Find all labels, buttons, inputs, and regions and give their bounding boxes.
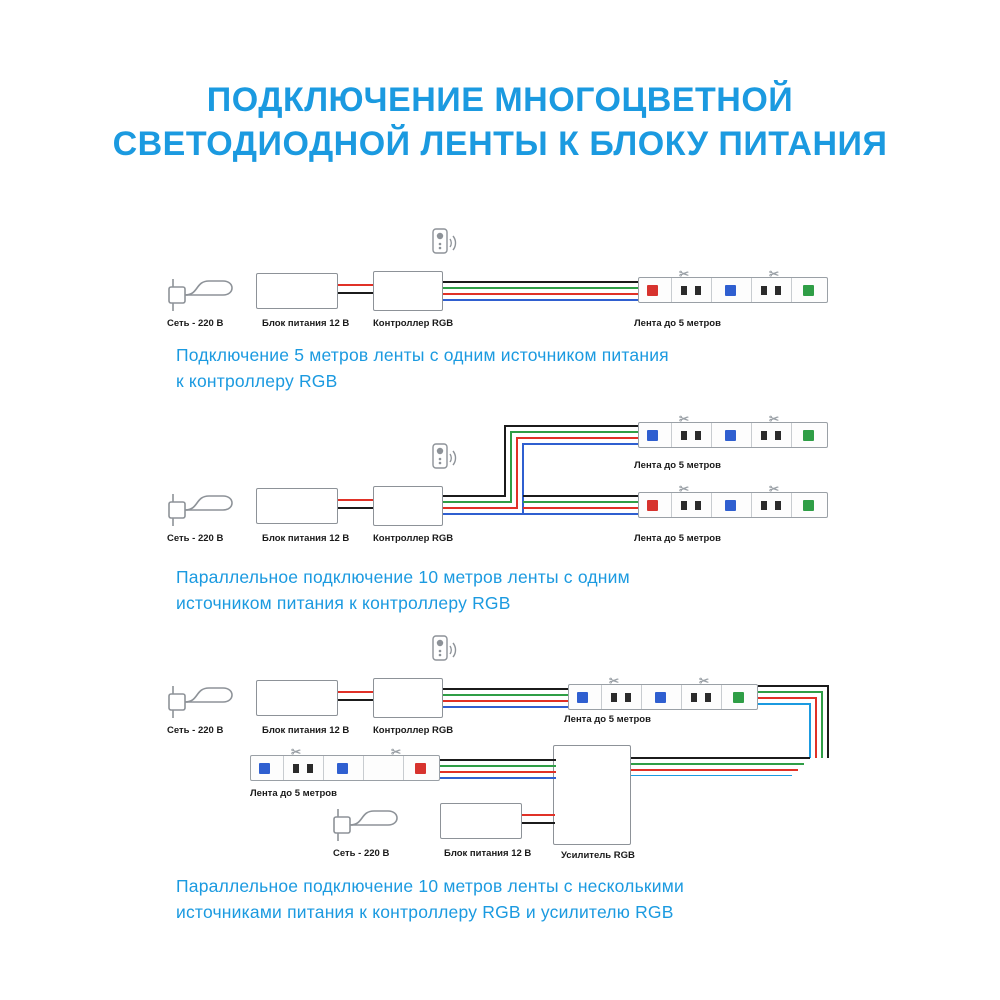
label-tape-2-lower: Лента до 5 метров	[634, 533, 721, 544]
controller-box-3	[373, 678, 443, 718]
label-tape-3-upper: Лента до 5 метров	[564, 714, 651, 725]
label-tape-3-lower: Лента до 5 метров	[250, 788, 337, 799]
led-tape-3-lower	[250, 755, 440, 781]
wire-bus-3-left	[438, 756, 558, 786]
wire-red-4	[522, 814, 555, 816]
label-controller-3: Контроллер RGB	[373, 725, 454, 736]
label-controller-1: Контроллер RGB	[373, 318, 454, 329]
wire-black-4	[522, 822, 555, 824]
label-psu-4: Блок питания 12 В	[444, 848, 532, 859]
page-title-line-2: СВЕТОДИОДНОЙ ЛЕНТЫ К БЛОКУ ПИТАНИЯ	[112, 125, 888, 163]
page-title-line-1: ПОДКЛЮЧЕНИЕ МНОГОЦВЕТНОЙ	[206, 81, 794, 119]
mains-plug-icon-3	[165, 682, 260, 722]
mains-plug-icon-4	[330, 805, 425, 845]
led-tape-3-upper	[568, 684, 758, 710]
label-psu-3: Блок питания 12 В	[262, 725, 350, 736]
scheme-1-caption-line-2: к контроллеру RGB	[176, 371, 338, 391]
scheme-2-caption-line-2: источником питания к контроллеру RGB	[176, 593, 511, 613]
cut-mark-2b: ✂	[769, 412, 780, 426]
cut-mark-3a: ✂	[609, 674, 620, 688]
label-mains-2: Сеть - 220 В	[167, 533, 224, 544]
amplifier-box-3	[553, 745, 631, 845]
scheme-2-caption-line-1: Параллельное подключение 10 метров ленты с одним	[176, 567, 630, 587]
psu-box-4	[440, 803, 522, 839]
label-controller-2: Контроллер RGB	[373, 533, 454, 544]
wire-bus-3-into-amp	[610, 752, 830, 776]
label-tape-1: Лента до 5 метров	[634, 318, 721, 329]
label-mains-4: Сеть - 220 В	[333, 848, 390, 859]
cut-mark-3d: ✂	[391, 745, 402, 759]
cut-mark-2c: ✂	[679, 482, 690, 496]
cut-mark-2d: ✂	[769, 482, 780, 496]
label-tape-2-upper: Лента до 5 метров	[634, 460, 721, 471]
wire-red-3	[338, 691, 378, 693]
label-mains-1: Сеть - 220 В	[167, 318, 224, 329]
cut-mark-1b: ✂	[769, 267, 780, 281]
scheme-3-caption	[176, 873, 896, 925]
cut-mark-3c: ✂	[291, 745, 302, 759]
cut-mark-3b: ✂	[699, 674, 710, 688]
scheme-3-caption-line-1: Параллельное подключение 10 метров ленты с несколькими	[176, 876, 684, 896]
label-mains-3: Сеть - 220 В	[167, 725, 224, 736]
cut-mark-2a: ✂	[679, 412, 690, 426]
scheme-3-caption-line-2: источниками питания к контроллеру RGB и усилителю RGB	[176, 902, 674, 922]
wire-black-3	[338, 699, 378, 701]
label-psu-1: Блок питания 12 В	[262, 318, 350, 329]
psu-box-3	[256, 680, 338, 716]
wire-green-3	[443, 694, 568, 696]
label-psu-2: Блок питания 12 В	[262, 533, 350, 544]
wire-red-3b	[443, 700, 568, 702]
wire-blue-3	[443, 706, 568, 708]
scheme-1-caption-line-1: Подключение 5 метров ленты с одним источником питания	[176, 345, 669, 365]
remote-control-icon-3	[420, 632, 460, 680]
wire-black-3b	[443, 688, 568, 690]
cut-mark-1a: ✂	[679, 267, 690, 281]
label-amplifier-3: Усилитель RGB	[561, 850, 635, 861]
